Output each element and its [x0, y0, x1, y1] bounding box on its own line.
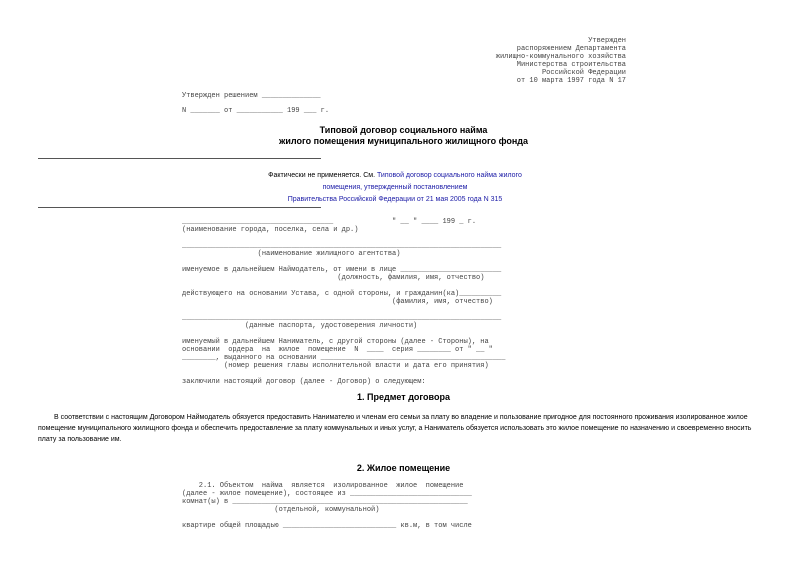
- section-2-line: (отдельной, коммунальной): [182, 506, 380, 514]
- form-line: именуемое в дальнейшем Наймодатель, от имени в лице ________________________: [182, 266, 502, 274]
- form-line: основании ордера на жилое помещение N ____ серия ________ от " __ ": [182, 346, 493, 354]
- section-2-line: квартире общей площадью ___________________________ кв.м, в том числе: [182, 522, 472, 530]
- section-2-line: (далее - жилое помещение), состоящее из _____________________________: [182, 490, 472, 498]
- notice-link-1[interactable]: Типовой договор социального найма жилого: [376, 172, 522, 179]
- form-line: ________, выданного на основании ____________________________________________: [182, 354, 506, 362]
- divider-bottom: [38, 207, 321, 208]
- form-line: ____________________________________________________________________________: [182, 314, 502, 322]
- approval-block: [470, 37, 626, 85]
- section-2-title: 2. Жилое помещение: [356, 463, 451, 473]
- form-line: (данные паспорта, удостоверения личности): [182, 322, 418, 330]
- contract-form: [182, 218, 505, 386]
- form-line: ____________________________________________________________________________: [182, 242, 502, 250]
- section-2-form: [182, 482, 472, 530]
- form-line: действующего на основании Устава, с одной стороны, и гражданин(ка)__________: [182, 290, 502, 298]
- form-line: именуемый в дальнейшем Наниматель, с другой стороны (далее - Стороны), на: [182, 338, 489, 346]
- title-line-2: жилого помещения муниципального жилищного фонда: [279, 136, 528, 146]
- notice-link-2[interactable]: помещения, утвержденный постановлением: [322, 184, 468, 191]
- document-title: [0, 125, 807, 147]
- approval-line: жилищно-коммунального хозяйства: [495, 53, 626, 61]
- title-line-1: Типовой договор социального найма: [319, 125, 488, 135]
- approval-line: распоряжением Департамента: [516, 45, 626, 53]
- notice-prefix: Фактически не применяется. См.: [268, 172, 377, 179]
- section-1-title: 1. Предмет договора: [357, 392, 450, 402]
- form-line: (номер решения главы исполнительной власти и дата его принятия): [182, 362, 489, 370]
- form-line: (наименование жилищного агентства): [182, 250, 401, 258]
- form-line: (фамилия, имя, отчество): [182, 298, 493, 306]
- notice-block: [250, 170, 540, 206]
- section-2-line: 2.1. Объектом найма является изолированное жилое помещение: [182, 482, 464, 490]
- notice-link-3[interactable]: Правительства Российской Федерации от 21 мая 2005 года N 315: [287, 196, 503, 203]
- approval-line: от 10 марта 1997 года N 17: [516, 77, 626, 85]
- decision-number-line: N _______ от ___________ 199 ___ г.: [182, 107, 330, 115]
- section-2-line: комнат(ы) в ________________________________________________________: [182, 498, 468, 506]
- approval-line: Утвержден: [588, 37, 626, 45]
- approval-line: Российской Федерации: [541, 69, 626, 77]
- form-line: ____________________________________ " __ " ____ 199 _ г.: [182, 218, 477, 226]
- approval-line: Министерства строительства: [516, 61, 626, 69]
- form-line: заключили настоящий договор (далее - Договор) о следующем:: [182, 378, 426, 386]
- approved-by-decision: Утвержден решением ______________: [182, 92, 321, 100]
- section-1-paragraph: В соответствии с настоящим Договором Наймодатель обязуется предоставить Нанимателю и членам его семьи за плату во владение и пользование пригодное для постоянного проживания изолированное жилое помещение муниципального жилищного фонда и обеспечить предоставление за плату коммунальных и иных услуг, а Наниматель обязуется использовать это жилое помещение по назначению и своевременно вносить плату за пользование им.: [38, 414, 752, 443]
- form-line: (должность, фамилия, имя, отчество): [182, 274, 485, 282]
- divider-top: [38, 158, 321, 159]
- form-line: (наименование города, поселка, села и др.): [182, 226, 359, 234]
